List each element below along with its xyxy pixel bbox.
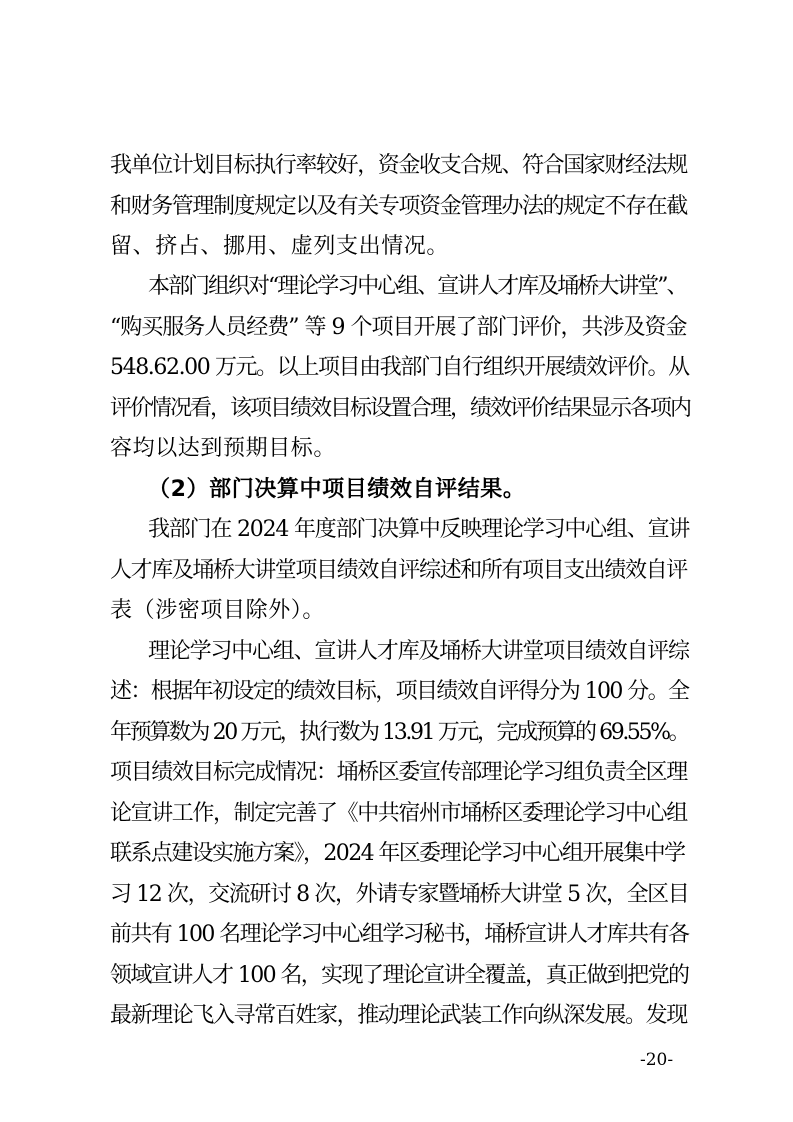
paragraph-start-line: 本部门组织对“理论学习中心组、宣讲人才库及埇桥大讲堂”、: [148, 274, 687, 299]
body-text-line: 容均以达到预期目标。: [110, 436, 337, 461]
paragraph-start-line: 理论学习中心组、宣讲人才库及埇桥大讲堂项目绩效自评综: [148, 639, 689, 664]
body-text-line: 论宣讲工作，制定完善了《中共宿州市埇桥区委理论学习中心组: [110, 801, 687, 826]
body-text-line: 最新理论飞入寻常百姓家，推动理论武装工作向纵深发展。发现: [110, 1003, 687, 1028]
body-text-line: 548.62.00 万元。以上项目由我部门自行组织开展绩效评价。从: [110, 355, 689, 380]
body-text-line: 我单位计划目标执行率较好，资金收支合规、符合国家财经法规: [110, 153, 687, 178]
section-heading: （2）部门决算中项目绩效自评结果。: [148, 477, 526, 502]
body-text-line: 年预算数为 20 万元，执行数为 13.91 万元，完成预算的 69.55%。: [110, 720, 689, 745]
paragraph-start-line: 我部门在 2024 年度部门决算中反映理论学习中心组、宣讲: [148, 517, 690, 542]
body-text-line: 习 12 次，交流研讨 8 次，外请专家暨埇桥大讲堂 5 次，全区目: [110, 882, 689, 907]
body-text-line: 前共有 100 名理论学习中心组学习秘书，埇桥宣讲人才库共有各: [110, 922, 689, 947]
body-text-line: 人才库及埇桥大讲堂项目绩效自评综述和所有项目支出绩效自评: [110, 558, 687, 583]
body-text-line: 联系点建设实施方案》，2024 年区委理论学习中心组开展集中学: [110, 841, 685, 866]
body-text-line: 留、挤占、挪用、虚列支出情况。: [110, 234, 450, 259]
body-text-line: “购买服务人员经费” 等 9 个项目开展了部门评价，共涉及资金: [110, 315, 687, 340]
body-text-line: 和财务管理制度规定以及有关专项资金管理办法的规定不存在截: [110, 194, 687, 219]
body-text-line: 表（涉密项目除外）。: [110, 598, 326, 623]
body-text-line: 领域宣讲人才 100 名，实现了理论宣讲全覆盖，真正做到把党的: [110, 963, 689, 988]
body-text-line: 项目绩效目标完成情况：埇桥区委宣传部理论学习组负责全区理: [110, 760, 687, 785]
body-text-line: 述：根据年初设定的绩效目标，项目绩效自评得分为 100 分。全: [110, 679, 689, 704]
page-number: -20-: [640, 1050, 674, 1070]
body-text-line: 评价情况看，该项目绩效目标设置合理，绩效评价结果显示各项内: [110, 396, 691, 421]
